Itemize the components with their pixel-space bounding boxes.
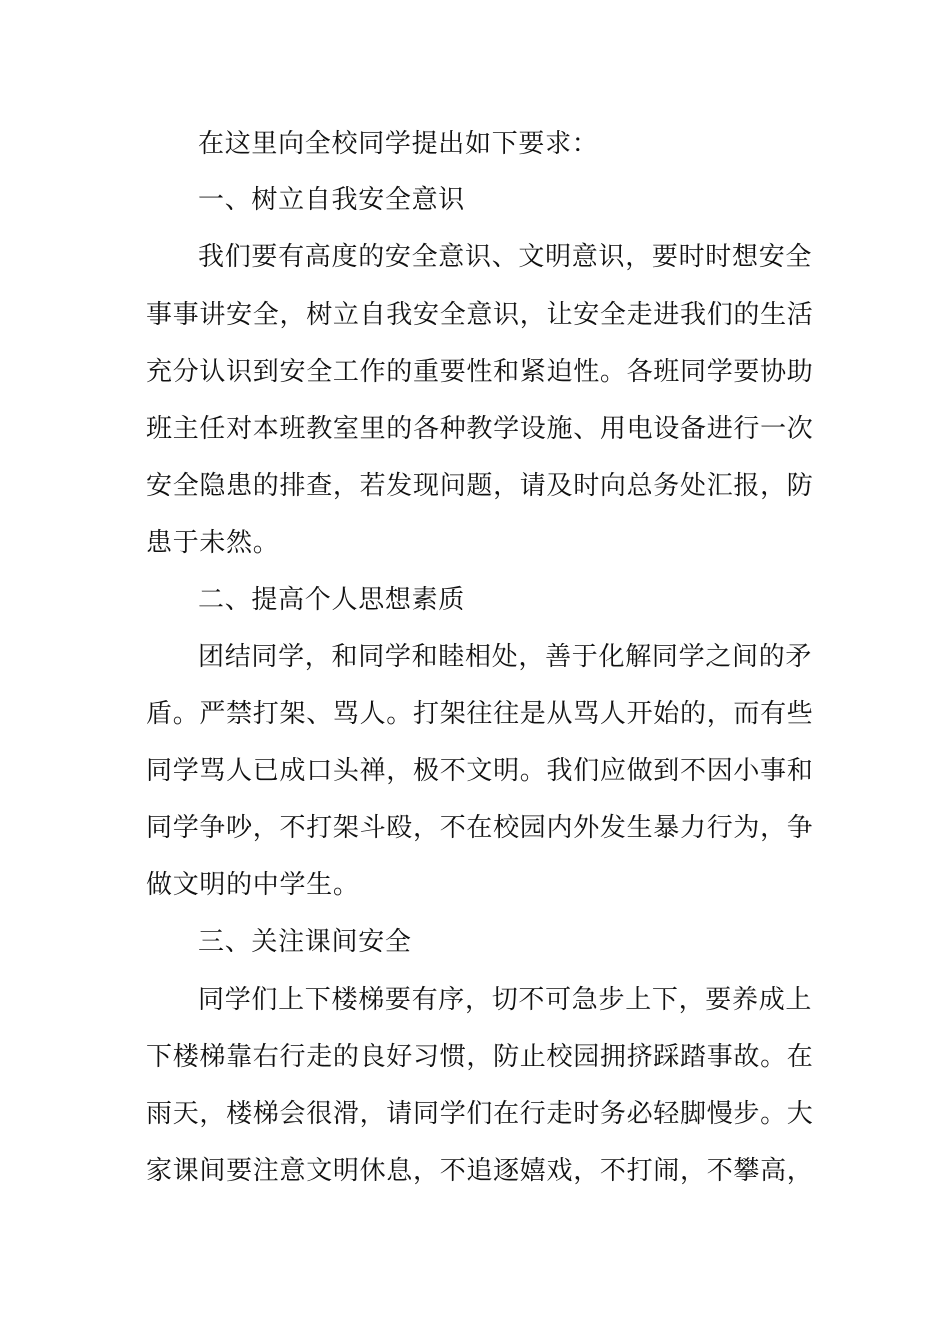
section-heading-3: 三、关注课间安全 [198,927,412,957]
paragraph-line: 班主任对本班教室里的各种教学设施、用电设备进行一次 [146,414,814,444]
paragraph-line: 下楼梯靠右行走的良好习惯，防止校园拥挤踩踏事故。在 [146,1042,814,1072]
paragraph-line: 安全隐患的排查，若发现问题，请及时向总务处汇报，防 [146,471,814,501]
paragraph-line: 团结同学，和同学和睦相处，善于化解同学之间的矛 [198,642,813,672]
paragraph-line: 家课间要注意文明休息，不追逐嬉戏，不打闹，不攀高， [146,1156,814,1186]
paragraph-line: 雨天，楼梯会很滑，请同学们在行走时务必轻脚慢步。大 [146,1099,814,1129]
paragraph-line: 同学争吵，不打架斗殴，不在校园内外发生暴力行为，争 [146,813,814,843]
paragraph-line: 盾。严禁打架、骂人。打架往往是从骂人开始的，而有些 [146,699,814,729]
paragraph-line: 做文明的中学生。 [146,870,360,900]
paragraph-line: 充分认识到安全工作的重要性和紧迫性。各班同学要协助 [146,357,814,387]
paragraph-line: 事事讲安全，树立自我安全意识，让安全走进我们的生活 [146,300,814,330]
section-heading-2: 二、提高个人思想素质 [198,585,466,615]
section-heading-1: 一、树立自我安全意识 [198,185,466,215]
paragraph-line: 我们要有高度的安全意识、文明意识，要时时想安全 [198,242,813,272]
paragraph-line: 同学们上下楼梯要有序，切不可急步上下，要养成上 [198,985,813,1015]
paragraph-line: 同学骂人已成口头禅，极不文明。我们应做到不因小事和 [146,756,814,786]
intro-line: 在这里向全校同学提出如下要求： [198,129,599,159]
paragraph-line: 患于未然。 [146,528,280,558]
